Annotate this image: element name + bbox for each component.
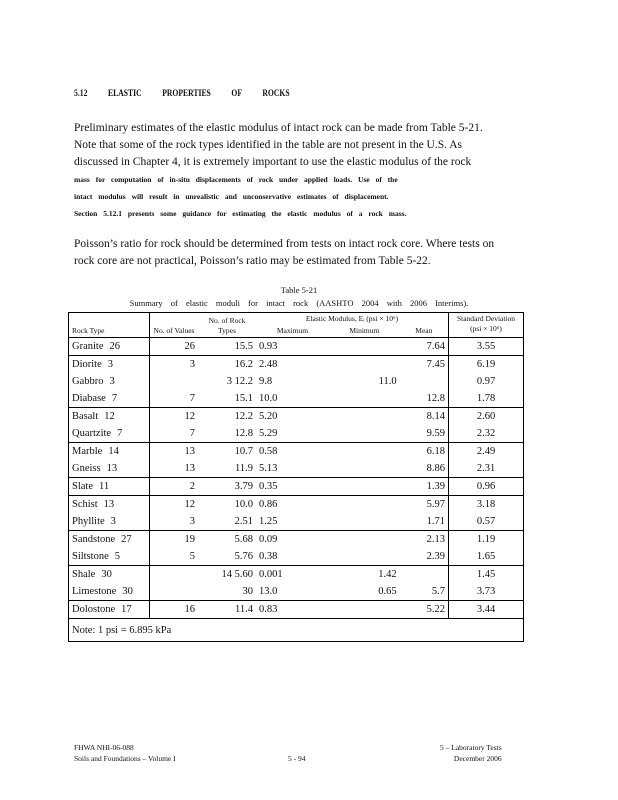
cell-no-types: 5.76 <box>198 548 256 566</box>
cell-mean: 1.71 <box>400 513 449 531</box>
cell-no-types: 10.0 <box>234 499 253 510</box>
cell-minimum <box>329 496 400 514</box>
cell-maximum: 0.09 <box>259 534 278 545</box>
cell-minimum <box>329 408 400 426</box>
header-no-values: No. of Values <box>150 313 199 338</box>
rock-name: Schist <box>72 499 98 510</box>
cell-no-types: 16.2 <box>234 359 253 370</box>
cell-minimum <box>329 548 400 566</box>
cell-maximum: 0.38 <box>256 548 329 566</box>
cell-mean: 5.7 <box>400 583 449 601</box>
cell-mean: 12.8 <box>400 390 449 408</box>
cell-rock-type <box>69 583 150 601</box>
para1-line6: Section 5.12.1 presents some guidance for estimating the elastic modulus of a rock mass. <box>74 209 407 218</box>
rock-name: Siltstone <box>72 551 109 562</box>
cell-maximum: 0.001 <box>259 569 283 580</box>
cell-standard-deviation: 3.73 <box>449 583 524 601</box>
cell-mean: 7.64 <box>400 338 449 356</box>
table-note: Note: 1 psi = 6.895 kPa <box>69 619 524 642</box>
rock-count: 27 <box>121 534 132 545</box>
cell-mean: 6.18 <box>426 446 445 457</box>
cell-no-types: 12.8 <box>198 425 256 443</box>
rock-count: 12 <box>104 411 115 422</box>
cell-no-types: 10.7 <box>234 446 253 457</box>
table-row <box>69 531 524 549</box>
cell-no-values <box>150 566 199 584</box>
table-row <box>69 356 524 374</box>
cell-standard-deviation: 2.32 <box>449 425 524 443</box>
cell-standard-deviation: 1.65 <box>449 548 524 566</box>
rock-name: Limestone <box>72 586 117 597</box>
header-rock-type: Rock Type <box>69 313 150 338</box>
cell-no-values <box>150 583 199 601</box>
footer-left <box>74 742 176 764</box>
cell-no-values: 3 <box>150 513 199 531</box>
table-row <box>69 443 524 461</box>
cell-no-types: 14 5.60 <box>221 569 253 580</box>
rock-count: 7 <box>111 393 118 404</box>
cell-no-values: 7 <box>150 390 199 408</box>
cell-minimum <box>329 478 400 496</box>
cell-standard-deviation: 0.97 <box>449 373 524 390</box>
rock-name: Quartzite <box>72 428 112 439</box>
rock-count: 30 <box>101 569 112 580</box>
para2-line1: Poisson’s ratio for rock should be determined from tests on intact rock core. Where tests on <box>74 238 495 250</box>
header-mean: Mean <box>400 325 449 338</box>
table-row <box>69 513 524 531</box>
cell-no-types: 3 12.2 <box>226 376 253 387</box>
cell-minimum <box>329 356 400 374</box>
cell-standard-deviation: 6.19 <box>449 356 524 374</box>
rock-count: 30 <box>122 586 133 597</box>
cell-no-values: 13 <box>150 460 199 478</box>
para1-line4: mass for computation of in-situ displacements of rock under applied loads. Use of the <box>74 175 398 184</box>
cell-rock-type <box>69 373 150 390</box>
table-row <box>69 496 524 514</box>
cell-minimum <box>329 390 400 408</box>
section-title: 5.12 ELASTIC PROPERTIES OF ROCKS <box>74 88 290 98</box>
cell-mean: 5.22 <box>400 601 449 619</box>
cell-rock-type <box>69 496 150 514</box>
table-row <box>69 583 524 601</box>
cell-minimum: 11.0 <box>378 376 397 387</box>
header-maximum: Maximum <box>256 325 329 338</box>
table-row <box>69 460 524 478</box>
cell-rock-type <box>69 356 150 374</box>
cell-minimum <box>329 601 400 619</box>
cell-mean <box>400 566 449 584</box>
cell-rock-type <box>69 460 150 478</box>
para1-line5: intact modulus will result in unrealistic and unconservative estimates of displacement. <box>74 192 389 201</box>
footer-report-id: FHWA NHI-06-088 <box>74 743 134 752</box>
table-row <box>69 425 524 443</box>
cell-rock-type <box>69 548 150 566</box>
rock-name: Gabbro <box>72 376 104 387</box>
cell-rock-type <box>69 601 150 619</box>
cell-maximum: 1.25 <box>256 513 329 531</box>
para2-line2: rock core are not practical, Poisson’s ratio may be estimated from Table 5-22. <box>74 255 431 267</box>
table-number: Table 5-21 <box>280 285 318 295</box>
cell-maximum: 0.93 <box>256 338 329 356</box>
table-row <box>69 390 524 408</box>
rock-name: Basalt <box>72 411 99 422</box>
rock-count: 13 <box>103 499 115 510</box>
cell-mean: 8.86 <box>400 460 449 478</box>
cell-rock-type <box>69 531 150 549</box>
cell-standard-deviation: 0.96 <box>449 478 524 496</box>
rock-count: 7 <box>117 428 123 439</box>
cell-no-types: 12.2 <box>234 411 253 422</box>
page-number: 5 - 94 <box>288 754 306 763</box>
cell-minimum <box>329 513 400 531</box>
header-standard-deviation: Standard Deviation (psi × 10⁶) <box>449 313 524 338</box>
cell-mean: 5.97 <box>426 499 445 510</box>
cell-no-types: 30 <box>198 583 256 601</box>
cell-mean: 8.14 <box>426 411 445 422</box>
rock-name: Dolostone <box>72 604 116 615</box>
cell-standard-deviation: 2.31 <box>449 460 524 478</box>
cell-standard-deviation: 3.44 <box>449 601 524 619</box>
cell-mean: 9.59 <box>400 425 449 443</box>
cell-standard-deviation: 0.57 <box>449 513 524 531</box>
rock-count: 11 <box>99 481 110 492</box>
table-body <box>69 338 524 619</box>
para1-line3: discussed in Chapter 4, it is extremely important to use the elastic modulus of the rock <box>74 156 472 168</box>
rock-count: 3 <box>109 376 115 387</box>
rock-name: Gneiss <box>72 463 101 474</box>
cell-minimum: 0.65 <box>329 583 400 601</box>
cell-maximum: 0.35 <box>256 478 329 496</box>
rock-name: Granite <box>72 341 104 352</box>
cell-rock-type <box>69 478 150 496</box>
cell-standard-deviation: 1.78 <box>449 390 524 408</box>
rock-count: 14 <box>108 446 119 457</box>
cell-mean: 2.13 <box>426 534 445 545</box>
cell-no-values: 26 <box>150 338 199 356</box>
cell-maximum: 9.8 <box>259 376 273 387</box>
para1-line1: Preliminary estimates of the elastic modulus of intact rock can be made from Table 5-21. <box>74 122 483 134</box>
paragraph-elastic-modulus <box>74 120 524 222</box>
cell-no-values: 12 <box>184 411 195 422</box>
cell-rock-type <box>69 408 150 426</box>
cell-maximum: 5.20 <box>259 411 278 422</box>
cell-rock-type <box>69 425 150 443</box>
rock-count: 13 <box>106 463 118 474</box>
table-caption <box>74 284 524 310</box>
cell-rock-type <box>69 338 150 356</box>
cell-no-values: 5 <box>150 548 199 566</box>
footer-right <box>440 742 502 764</box>
cell-minimum <box>329 338 400 356</box>
header-minimum: Minimum <box>329 325 400 338</box>
table-row <box>69 373 524 390</box>
header-no-types: No. of Rock Types <box>198 313 256 338</box>
cell-maximum: 13.0 <box>256 583 329 601</box>
cell-maximum: 2.48 <box>259 359 278 370</box>
cell-mean <box>400 373 449 390</box>
table-row <box>69 478 524 496</box>
cell-maximum: 0.83 <box>256 601 329 619</box>
cell-no-values: 12 <box>184 499 195 510</box>
rock-count: 5 <box>114 551 121 562</box>
rock-count: 3 <box>110 516 116 527</box>
cell-minimum <box>329 443 400 461</box>
rock-count: 17 <box>121 604 132 615</box>
rock-name: Slate <box>72 481 93 492</box>
cell-maximum: 0.58 <box>259 446 278 457</box>
rock-name: Diabase <box>72 393 106 404</box>
cell-minimum <box>329 531 400 549</box>
cell-no-types: 3.79 <box>198 478 256 496</box>
cell-no-types: 11.4 <box>198 601 256 619</box>
cell-standard-deviation: 2.49 <box>449 443 524 461</box>
table-row <box>69 338 524 356</box>
rock-count: 26 <box>109 341 120 352</box>
rock-name: Phyllite <box>72 516 105 527</box>
cell-no-types: 5.68 <box>234 534 253 545</box>
cell-standard-deviation: 3.55 <box>449 338 524 356</box>
cell-no-types: 15.1 <box>198 390 256 408</box>
cell-rock-type <box>69 390 150 408</box>
cell-no-types: 15.5 <box>198 338 256 356</box>
cell-mean: 1.39 <box>400 478 449 496</box>
rock-name: Diorite <box>72 359 102 370</box>
cell-rock-type <box>69 443 150 461</box>
footer-report-title: Soils and Foundations – Volume I <box>74 754 176 763</box>
cell-maximum: 10.0 <box>256 390 329 408</box>
cell-minimum <box>329 425 400 443</box>
rock-name: Shale <box>72 569 96 580</box>
elastic-moduli-table <box>68 312 524 642</box>
cell-standard-deviation: 2.60 <box>449 408 524 426</box>
cell-no-types: 2.51 <box>198 513 256 531</box>
rock-count: 3 <box>107 359 113 370</box>
cell-standard-deviation: 1.45 <box>449 566 524 584</box>
cell-no-values: 19 <box>184 534 195 545</box>
cell-no-values: 7 <box>150 425 199 443</box>
cell-no-values: 16 <box>150 601 199 619</box>
table-note-row <box>69 619 524 642</box>
cell-no-values: 3 <box>189 359 195 370</box>
header-elastic-modulus: Elastic Modulus, Eᵢ (psi × 10⁶) <box>256 313 449 326</box>
cell-maximum: 5.29 <box>256 425 329 443</box>
rock-name: Marble <box>72 446 103 457</box>
cell-rock-type <box>69 513 150 531</box>
footer-date: December 2006 <box>453 754 502 763</box>
rock-name: Sandstone <box>72 534 116 545</box>
cell-minimum: 1.42 <box>378 569 397 580</box>
table-header-row <box>69 313 524 326</box>
cell-mean: 2.39 <box>400 548 449 566</box>
cell-standard-deviation: 3.18 <box>449 496 524 514</box>
cell-maximum: 0.86 <box>259 499 278 510</box>
table-row <box>69 408 524 426</box>
footer-chapter: 5 – Laboratory Tests <box>440 743 502 752</box>
table-row <box>69 566 524 584</box>
para1-line2: Note that some of the rock types identified in the table are not present in the U.S. As <box>74 139 463 151</box>
cell-rock-type <box>69 566 150 584</box>
cell-standard-deviation: 1.19 <box>449 531 524 549</box>
table-title: Summary of elastic moduli for intact rock (AASHTO 2004 with 2006 Interims). <box>129 298 469 308</box>
cell-no-values <box>150 373 199 390</box>
cell-maximum: 5.13 <box>256 460 329 478</box>
table-row <box>69 601 524 619</box>
cell-minimum <box>329 460 400 478</box>
table-row <box>69 548 524 566</box>
cell-no-types: 11.9 <box>198 460 256 478</box>
cell-no-values: 2 <box>150 478 199 496</box>
paragraph-poissons-ratio <box>74 236 524 270</box>
cell-mean: 7.45 <box>426 359 445 370</box>
cell-no-values: 13 <box>184 446 195 457</box>
